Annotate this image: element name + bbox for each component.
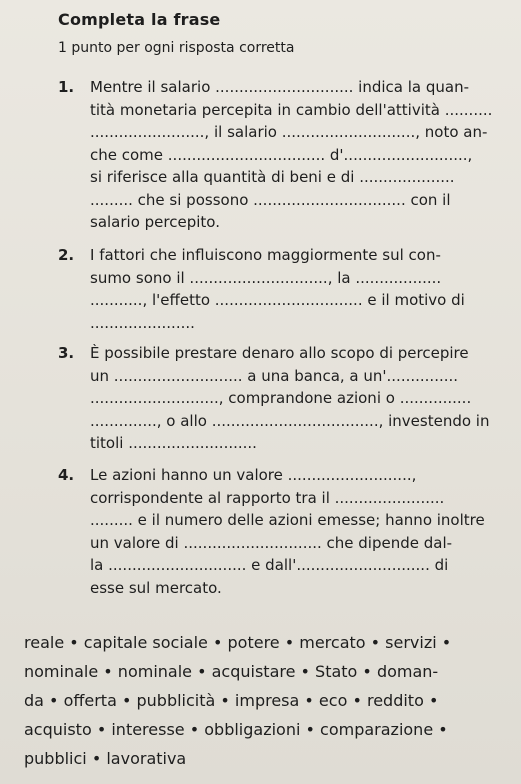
exercise-number: 3. xyxy=(58,344,75,362)
exercise-line: ......... che si possono ................................ con il xyxy=(90,190,451,209)
exercise-line: Mentre il salario ............................. indica la quan- xyxy=(90,78,470,96)
exercise-line: titoli ........................... xyxy=(90,434,257,452)
exercise-number: 2. xyxy=(58,246,75,264)
word-bank-line: nominale • nominale • acquistare • Stato • doman- xyxy=(24,662,439,681)
exercise-line: È possibile prestare denaro allo scopo di percepire xyxy=(90,344,469,362)
exercise-line: tità monetaria percepita in cambio dell'attività .......... xyxy=(90,100,493,119)
word-bank-line: acquisto • interesse • obbligazioni • comparazione • xyxy=(24,720,448,739)
exercise-line: salario percepito. xyxy=(90,213,220,231)
word-bank-line: da • offerta • pubblicità • impresa • eco • reddito • xyxy=(24,691,439,710)
exercise-number: 1. xyxy=(58,78,75,96)
exercise-line: che come ................................. d'.........................., xyxy=(90,145,473,164)
exercise-1 xyxy=(58,76,504,234)
exercise-line: Le azioni hanno un valore .........................., xyxy=(90,466,417,484)
exercise-line: un valore di ............................. che dipende dal- xyxy=(90,533,453,552)
exercise-line: ...................... xyxy=(90,313,195,332)
word-bank-line: pubblici • lavorativa xyxy=(24,749,187,768)
exercise-line: ..........., l'effetto ............................... e il motivo di xyxy=(90,291,465,309)
word-bank-line: reale • capitale sociale • potere • mercato • servizi • xyxy=(24,633,452,652)
exercise-line: si riferisce alla quantità di beni e di .................... xyxy=(90,168,455,186)
exercise-line: sumo sono il ............................., la .................. xyxy=(90,268,442,287)
exercise-line: esse sul mercato. xyxy=(90,578,222,597)
exercise-4 xyxy=(58,464,504,599)
exercise-line: ......... e il numero delle azioni emesse; hanno inoltre xyxy=(90,511,485,529)
exercise-line: corrispondente al rapporto tra il ....................... xyxy=(90,488,445,507)
exercise-line: la ............................. e dall'............................ di xyxy=(90,556,449,574)
exercise-line: ........................, il salario ............................, noto an- xyxy=(90,123,488,141)
exercise-line: ..........................., comprandone azioni o ............... xyxy=(90,389,472,407)
exercise-line: I fattori che influiscono maggiormente sul con- xyxy=(90,246,441,264)
exercise-number: 4. xyxy=(58,466,75,484)
page-title: Completa la frase xyxy=(58,10,221,29)
scoring-note: 1 punto per ogni risposta corretta xyxy=(58,40,295,56)
exercise-line: un ........................... a una banca, a un'............... xyxy=(90,366,459,385)
exercise-3 xyxy=(58,342,504,455)
word-bank xyxy=(24,628,512,773)
exercise-2 xyxy=(58,244,504,334)
exercise-line: .............., o allo ..................................., investendo in xyxy=(90,411,490,430)
